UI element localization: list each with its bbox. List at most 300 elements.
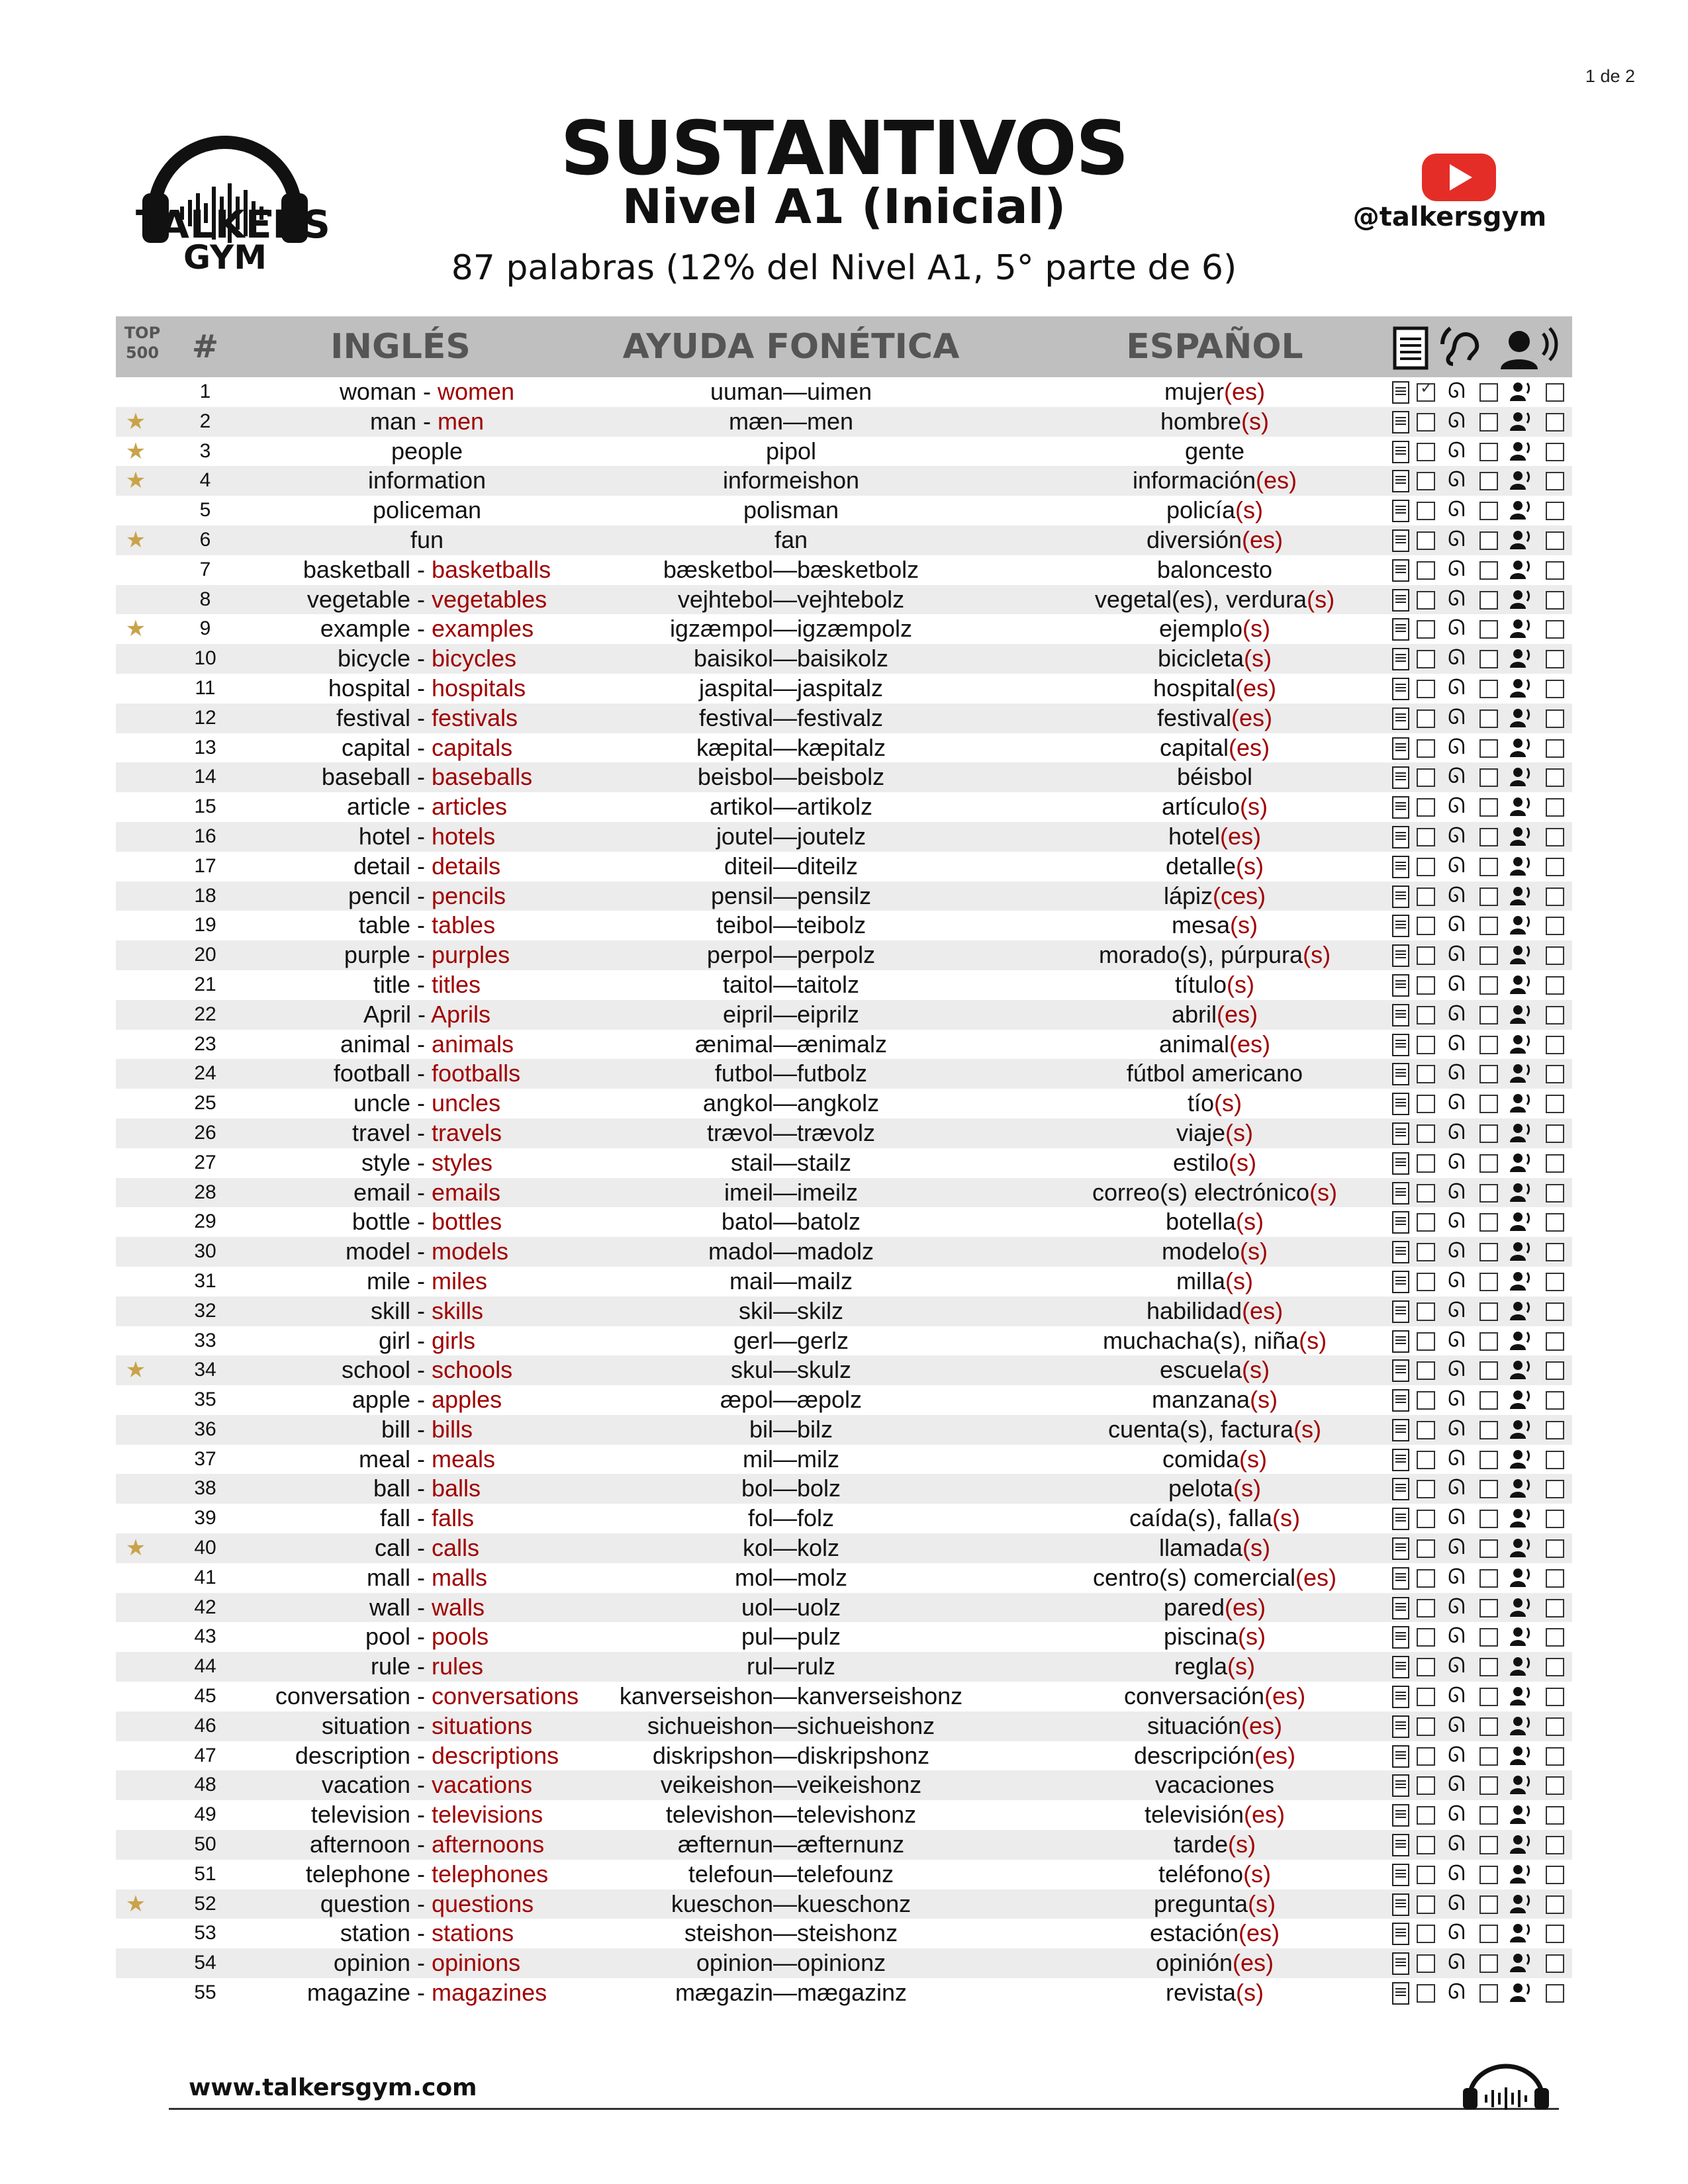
speak-checkbox[interactable] — [1546, 1095, 1564, 1113]
singular: meal — [358, 1445, 410, 1473]
listen-checkbox[interactable] — [1479, 1273, 1498, 1291]
row-number: 45 — [194, 1685, 216, 1707]
listen-checkbox[interactable] — [1479, 1688, 1498, 1706]
speak-checkbox[interactable] — [1546, 1658, 1564, 1676]
plural: women — [438, 378, 515, 405]
read-checkbox[interactable] — [1417, 1243, 1435, 1261]
speak-checkbox[interactable] — [1546, 1628, 1564, 1647]
read-checkbox[interactable] — [1417, 768, 1435, 787]
read-icon — [1395, 328, 1427, 368]
table-row — [116, 1237, 1572, 1267]
spanish-translation — [1029, 1533, 1400, 1563]
speak-checkbox[interactable] — [1546, 1065, 1564, 1083]
spanish-word: regla — [1174, 1653, 1228, 1680]
listen-checkbox[interactable] — [1479, 1213, 1498, 1232]
listen-checkbox[interactable] — [1479, 1065, 1498, 1083]
singular: question — [320, 1889, 410, 1917]
singular: capital — [341, 733, 410, 761]
speak-checkbox[interactable] — [1546, 650, 1564, 668]
spanish-translation — [1029, 466, 1400, 496]
spanish-translation — [1029, 1355, 1400, 1385]
listen-checkbox[interactable] — [1479, 1925, 1498, 1943]
speak-checkbox[interactable] — [1546, 1154, 1564, 1173]
read-checkbox[interactable] — [1417, 1213, 1435, 1232]
spanish-suffix: (s) — [1309, 1178, 1338, 1206]
listen-icon: ᘏ — [1448, 822, 1466, 848]
listen-checkbox[interactable] — [1479, 739, 1498, 758]
listen-checkbox[interactable] — [1479, 413, 1498, 432]
phonetic-help: batol—batolz — [721, 1208, 861, 1236]
listen-checkbox[interactable] — [1479, 1776, 1498, 1795]
speak-checkbox[interactable] — [1546, 1688, 1564, 1706]
row-number: 14 — [194, 766, 216, 788]
speak-icon — [1509, 1684, 1532, 1707]
listen-icon: ᘏ — [1448, 1653, 1466, 1678]
read-checkbox[interactable] — [1417, 828, 1435, 846]
listen-checkbox[interactable] — [1479, 1302, 1498, 1321]
phonetic-help: trævol—trævolz — [706, 1118, 876, 1146]
read-checkbox[interactable] — [1417, 1954, 1435, 1973]
speak-checkbox[interactable] — [1546, 1332, 1564, 1351]
speak-checkbox[interactable] — [1546, 1954, 1564, 1973]
speak-checkbox[interactable] — [1546, 561, 1564, 580]
speak-checkbox[interactable] — [1546, 917, 1564, 935]
read-icon — [1392, 1182, 1409, 1205]
read-checkbox[interactable] — [1417, 1806, 1435, 1825]
table-row — [116, 674, 1572, 704]
read-checkbox[interactable] — [1417, 1984, 1435, 2003]
read-checkbox[interactable] — [1417, 561, 1435, 580]
row-number: 17 — [194, 854, 216, 877]
read-checkbox[interactable] — [1417, 1599, 1435, 1617]
practice-checks — [1387, 1445, 1572, 1475]
plural: falls — [432, 1504, 475, 1532]
read-checkbox[interactable] — [1417, 1184, 1435, 1203]
spanish-translation — [1029, 733, 1400, 763]
spanish-translation — [1029, 585, 1400, 615]
listen-checkbox[interactable] — [1479, 1895, 1498, 1914]
read-checkbox[interactable] — [1417, 1776, 1435, 1795]
read-icon — [1392, 1893, 1409, 1916]
speak-checkbox[interactable] — [1546, 413, 1564, 432]
youtube-handle[interactable]: @talkersgym — [1352, 202, 1547, 232]
speak-checkbox[interactable] — [1546, 1925, 1564, 1943]
read-checkbox[interactable] — [1417, 1510, 1435, 1528]
speak-checkbox[interactable] — [1546, 976, 1564, 995]
speak-checkbox[interactable] — [1546, 1243, 1564, 1261]
read-checkbox[interactable] — [1417, 1006, 1435, 1024]
table-row — [116, 970, 1572, 1000]
listen-icon: ᘏ — [1448, 1267, 1466, 1293]
speak-checkbox[interactable] — [1546, 887, 1564, 906]
speak-checkbox[interactable] — [1546, 1569, 1564, 1588]
read-checkbox[interactable] — [1417, 739, 1435, 758]
listen-checkbox[interactable] — [1479, 1421, 1498, 1439]
listen-checkbox[interactable] — [1479, 768, 1498, 787]
speak-checkbox[interactable] — [1546, 1599, 1564, 1617]
listen-icon: ᘏ — [1448, 1741, 1466, 1767]
read-checkbox[interactable] — [1417, 1925, 1435, 1943]
english-word: apple - apples — [352, 1386, 502, 1414]
listen-checkbox[interactable] — [1479, 1124, 1498, 1143]
speak-checkbox[interactable] — [1546, 1273, 1564, 1291]
speak-checkbox[interactable] — [1546, 798, 1564, 817]
listen-checkbox[interactable] — [1479, 561, 1498, 580]
listen-checkbox[interactable] — [1479, 472, 1498, 490]
read-checkbox[interactable] — [1417, 1688, 1435, 1706]
listen-checkbox[interactable] — [1479, 917, 1498, 935]
phonetic-help: fol—folz — [747, 1504, 835, 1532]
read-checkbox[interactable] — [1417, 1539, 1435, 1558]
spanish-translation — [1029, 555, 1400, 585]
listen-checkbox[interactable] — [1479, 858, 1498, 876]
english-word: station - stations — [340, 1919, 514, 1947]
listen-icon: ᘏ — [1448, 882, 1466, 907]
listen-checkbox[interactable] — [1479, 1806, 1498, 1825]
spanish-translation — [1029, 1178, 1400, 1208]
speak-checkbox[interactable] — [1546, 1895, 1564, 1914]
listen-checkbox[interactable] — [1479, 1361, 1498, 1380]
table-row — [116, 852, 1572, 882]
read-checkbox[interactable] — [1417, 680, 1435, 698]
footer-website[interactable]: www.talkersgym.com — [189, 2074, 477, 2101]
speak-checkbox[interactable] — [1546, 591, 1564, 610]
phonetic-help: ænimal—ænimalz — [694, 1030, 888, 1058]
read-checkbox[interactable] — [1417, 798, 1435, 817]
row-number: 42 — [194, 1596, 216, 1618]
read-checkbox[interactable] — [1417, 472, 1435, 490]
top500-star-icon — [116, 970, 156, 1000]
spanish-translation — [1029, 1385, 1400, 1415]
read-checkbox[interactable] — [1417, 1391, 1435, 1410]
read-checkbox[interactable] — [1417, 1836, 1435, 1854]
read-checkbox[interactable] — [1417, 1895, 1435, 1914]
singular: apple — [352, 1386, 410, 1414]
read-checkbox[interactable] — [1417, 1361, 1435, 1380]
spanish-word: correo(s) electrónico — [1092, 1178, 1310, 1206]
spanish-word: piscina — [1163, 1623, 1239, 1651]
spanish-suffix: (s) — [1238, 1623, 1266, 1651]
speak-icon — [1509, 1329, 1532, 1351]
plural: balls — [432, 1475, 481, 1502]
spanish-translation — [1029, 1059, 1400, 1089]
spanish-suffix: (s) — [1303, 941, 1331, 969]
speak-checkbox[interactable] — [1546, 1213, 1564, 1232]
spanish-word: tío — [1187, 1089, 1215, 1117]
read-checkbox[interactable] — [1417, 650, 1435, 668]
speak-checkbox[interactable] — [1546, 502, 1564, 520]
speak-checkbox[interactable] — [1546, 1391, 1564, 1410]
read-icon — [1392, 1567, 1409, 1590]
phonetic-help: igzæmpol—igzæmpolz — [669, 615, 913, 643]
read-checkbox[interactable] — [1417, 1065, 1435, 1083]
english-word: woman - women — [339, 378, 515, 405]
listen-icon: ᘏ — [1448, 1238, 1466, 1263]
listen-checkbox[interactable] — [1479, 1332, 1498, 1351]
top500-star-icon — [116, 1326, 156, 1356]
plural: pools — [432, 1623, 489, 1651]
listen-checkbox[interactable] — [1479, 1184, 1498, 1203]
listen-checkbox[interactable] — [1479, 1569, 1498, 1588]
table-row — [116, 1445, 1572, 1475]
plural: malls — [432, 1563, 488, 1591]
listen-checkbox[interactable] — [1479, 798, 1498, 817]
spanish-translation — [1029, 1474, 1400, 1504]
english-word: call - calls — [374, 1534, 480, 1562]
listen-icon: ᘏ — [1448, 733, 1466, 759]
speak-checkbox[interactable] — [1546, 1776, 1564, 1795]
speak-checkbox[interactable] — [1546, 1184, 1564, 1203]
spanish-word: capital — [1159, 733, 1229, 761]
table-row — [116, 496, 1572, 525]
spanish-word: morado(s), púrpura — [1098, 941, 1303, 969]
speak-checkbox[interactable] — [1546, 1421, 1564, 1439]
table-row — [116, 407, 1572, 437]
listen-icon: ᘏ — [1448, 1118, 1466, 1144]
spanish-suffix: (s) — [1230, 911, 1258, 939]
practice-checks — [1387, 1237, 1572, 1267]
spanish-word: televisión — [1144, 1801, 1244, 1829]
speak-checkbox[interactable] — [1546, 739, 1564, 758]
top500-star-icon — [116, 1800, 156, 1830]
speak-checkbox[interactable] — [1546, 443, 1564, 461]
singular: vegetable — [306, 585, 410, 613]
listen-checkbox[interactable] — [1479, 1866, 1498, 1884]
spanish-translation — [1029, 614, 1400, 644]
spanish-suffix: (es) — [1217, 1000, 1258, 1028]
plural: baseballs — [432, 763, 533, 791]
listen-checkbox[interactable] — [1479, 1658, 1498, 1676]
speak-icon — [1509, 1921, 1532, 1944]
speak-icon — [1509, 973, 1532, 995]
spanish-word: artículo — [1161, 793, 1241, 821]
listen-checkbox[interactable] — [1479, 1984, 1498, 2003]
listen-checkbox[interactable] — [1479, 887, 1498, 906]
speak-checkbox[interactable] — [1546, 1806, 1564, 1825]
speak-checkbox[interactable] — [1546, 383, 1564, 402]
speak-checkbox[interactable] — [1546, 472, 1564, 490]
plural: pencils — [432, 882, 506, 909]
speak-checkbox[interactable] — [1546, 1451, 1564, 1469]
english-word: question - questions — [320, 1889, 534, 1917]
listen-checkbox[interactable] — [1479, 1243, 1498, 1261]
read-checkbox[interactable] — [1417, 502, 1435, 520]
listen-checkbox[interactable] — [1479, 1451, 1498, 1469]
plural: questions — [432, 1889, 534, 1917]
listen-checkbox[interactable] — [1479, 1628, 1498, 1647]
speak-checkbox[interactable] — [1546, 768, 1564, 787]
speak-icon — [1509, 1951, 1532, 1974]
speak-icon — [1509, 1358, 1532, 1381]
listen-checkbox[interactable] — [1479, 1717, 1498, 1736]
listen-checkbox[interactable] — [1479, 1154, 1498, 1173]
read-checkbox[interactable] — [1417, 531, 1435, 550]
read-checkbox[interactable] — [1417, 1717, 1435, 1736]
read-checkbox[interactable] — [1417, 1658, 1435, 1676]
listen-icon: ᘏ — [1448, 1445, 1466, 1471]
singular: email — [353, 1178, 410, 1206]
phonetic-help: jaspital—jaspitalz — [698, 674, 884, 702]
listen-checkbox[interactable] — [1479, 1036, 1498, 1054]
speak-checkbox[interactable] — [1546, 1006, 1564, 1024]
phonetic-help: imeil—imeilz — [724, 1178, 858, 1206]
listen-checkbox[interactable] — [1479, 1480, 1498, 1498]
speak-icon — [1509, 736, 1532, 758]
read-icon — [1392, 1389, 1409, 1412]
read-checkbox[interactable] — [1417, 1451, 1435, 1469]
read-checkbox[interactable] — [1417, 1095, 1435, 1113]
practice-checks — [1387, 1148, 1572, 1178]
listen-checkbox[interactable] — [1479, 946, 1498, 965]
top500-star-icon: ★ — [125, 468, 146, 494]
read-checkbox[interactable] — [1417, 1866, 1435, 1884]
listen-checkbox[interactable] — [1479, 443, 1498, 461]
speak-checkbox[interactable] — [1546, 1866, 1564, 1884]
row-number: 26 — [194, 1121, 216, 1144]
top500-star-icon — [116, 1711, 156, 1741]
speak-checkbox[interactable] — [1546, 620, 1564, 639]
read-checkbox[interactable] — [1417, 591, 1435, 610]
listen-icon: ᘏ — [1448, 1030, 1466, 1056]
practice-checks — [1387, 1533, 1572, 1563]
top500-star-icon — [116, 1385, 156, 1415]
english-word: April - Aprils — [363, 1000, 491, 1028]
read-icon — [1392, 1923, 1409, 1945]
read-checkbox[interactable] — [1417, 443, 1435, 461]
top500-star-icon — [116, 644, 156, 674]
english-word — [242, 466, 612, 496]
read-checkbox[interactable] — [1417, 976, 1435, 995]
plural: telephones — [432, 1860, 549, 1888]
listen-checkbox[interactable] — [1479, 828, 1498, 846]
speak-checkbox[interactable] — [1546, 828, 1564, 846]
read-checkbox[interactable] — [1417, 1747, 1435, 1766]
singular: title — [373, 970, 410, 998]
speak-checkbox[interactable] — [1546, 946, 1564, 965]
listen-checkbox[interactable] — [1479, 1747, 1498, 1766]
singular: school — [341, 1356, 410, 1384]
read-checkbox[interactable] — [1417, 1302, 1435, 1321]
speak-checkbox[interactable] — [1546, 1984, 1564, 2003]
practice-checks — [1387, 1711, 1572, 1741]
read-checkbox[interactable] — [1417, 887, 1435, 906]
listen-checkbox[interactable] — [1479, 591, 1498, 610]
read-checkbox[interactable] — [1417, 858, 1435, 876]
spanish-translation — [1029, 704, 1400, 733]
read-icon — [1392, 1834, 1409, 1856]
read-checkbox[interactable] — [1417, 1332, 1435, 1351]
spanish-translation — [1029, 852, 1400, 882]
read-checkbox[interactable] — [1417, 946, 1435, 965]
read-checkbox[interactable] — [1417, 1124, 1435, 1143]
read-checkbox[interactable] — [1417, 917, 1435, 935]
table-row — [116, 466, 1572, 496]
speak-checkbox[interactable] — [1546, 1747, 1564, 1766]
read-icon — [1392, 1982, 1409, 2005]
spanish-translation — [1029, 1860, 1400, 1889]
read-checkbox[interactable] — [1417, 1480, 1435, 1498]
spanish-translation — [1029, 1652, 1400, 1682]
listen-checkbox[interactable] — [1479, 1510, 1498, 1528]
speak-checkbox[interactable] — [1546, 858, 1564, 876]
listen-checkbox[interactable] — [1479, 620, 1498, 639]
read-checkbox[interactable] — [1417, 1154, 1435, 1173]
top500-star-icon — [116, 585, 156, 615]
listen-checkbox[interactable] — [1479, 502, 1498, 520]
listen-checkbox[interactable] — [1479, 1095, 1498, 1113]
row-number: 38 — [194, 1477, 216, 1500]
read-checkbox[interactable] — [1417, 413, 1435, 432]
spanish-translation — [1029, 1741, 1400, 1771]
plural: hotels — [432, 822, 496, 850]
read-checkbox[interactable] — [1417, 620, 1435, 639]
read-icon — [1392, 529, 1409, 552]
speak-checkbox[interactable] — [1546, 1539, 1564, 1558]
singular: conversation — [275, 1682, 410, 1710]
read-checkbox[interactable] — [1417, 1273, 1435, 1291]
listen-checkbox[interactable] — [1479, 531, 1498, 550]
listen-checkbox[interactable] — [1479, 383, 1498, 402]
read-icon — [1392, 1241, 1409, 1263]
read-checkbox[interactable] — [1417, 1036, 1435, 1054]
listen-checkbox[interactable] — [1479, 1599, 1498, 1617]
read-checkbox[interactable] — [1417, 1628, 1435, 1647]
speak-icon — [1509, 1803, 1532, 1825]
plural: vacations — [432, 1771, 533, 1799]
speak-checkbox[interactable] — [1546, 1480, 1564, 1498]
listen-checkbox[interactable] — [1479, 1836, 1498, 1854]
listen-icon: ᘏ — [1448, 1831, 1466, 1856]
speak-checkbox[interactable] — [1546, 1717, 1564, 1736]
speak-checkbox[interactable] — [1546, 1302, 1564, 1321]
listen-checkbox[interactable] — [1479, 1006, 1498, 1024]
listen-icon: ᘏ — [1448, 1534, 1466, 1560]
speak-checkbox[interactable] — [1546, 680, 1564, 698]
speak-checkbox[interactable] — [1546, 709, 1564, 728]
read-icon — [1392, 707, 1409, 730]
top500-star-icon — [116, 1652, 156, 1682]
speak-checkbox[interactable] — [1546, 1361, 1564, 1380]
listen-checkbox[interactable] — [1479, 680, 1498, 698]
singular: travel — [352, 1118, 410, 1146]
listen-icon: ᘏ — [1448, 1060, 1466, 1085]
read-checkbox[interactable] — [1417, 1421, 1435, 1439]
english-word: telephone - telephones — [305, 1860, 549, 1888]
listen-checkbox[interactable] — [1479, 650, 1498, 668]
read-checkbox[interactable] — [1417, 1569, 1435, 1588]
listen-checkbox[interactable] — [1479, 1391, 1498, 1410]
speak-checkbox[interactable] — [1546, 1124, 1564, 1143]
row-number: 23 — [194, 1032, 216, 1055]
spanish-suffix: (s) — [1244, 645, 1272, 672]
plural: televisions — [432, 1801, 543, 1829]
read-icon — [1392, 1211, 1409, 1234]
listen-checkbox[interactable] — [1479, 709, 1498, 728]
read-checkbox[interactable] — [1417, 709, 1435, 728]
listen-checkbox[interactable] — [1479, 976, 1498, 995]
listen-checkbox[interactable] — [1479, 1954, 1498, 1973]
speak-checkbox[interactable] — [1546, 531, 1564, 550]
read-checkbox[interactable] — [1417, 379, 1435, 402]
listen-icon: ᘏ — [1448, 793, 1466, 819]
practice-checks — [1387, 852, 1572, 882]
speak-checkbox[interactable] — [1546, 1036, 1564, 1054]
speak-icon — [1509, 1744, 1532, 1766]
speak-checkbox[interactable] — [1546, 1836, 1564, 1854]
speak-checkbox[interactable] — [1546, 1510, 1564, 1528]
listen-checkbox[interactable] — [1479, 1539, 1498, 1558]
singular: television — [310, 1801, 410, 1829]
